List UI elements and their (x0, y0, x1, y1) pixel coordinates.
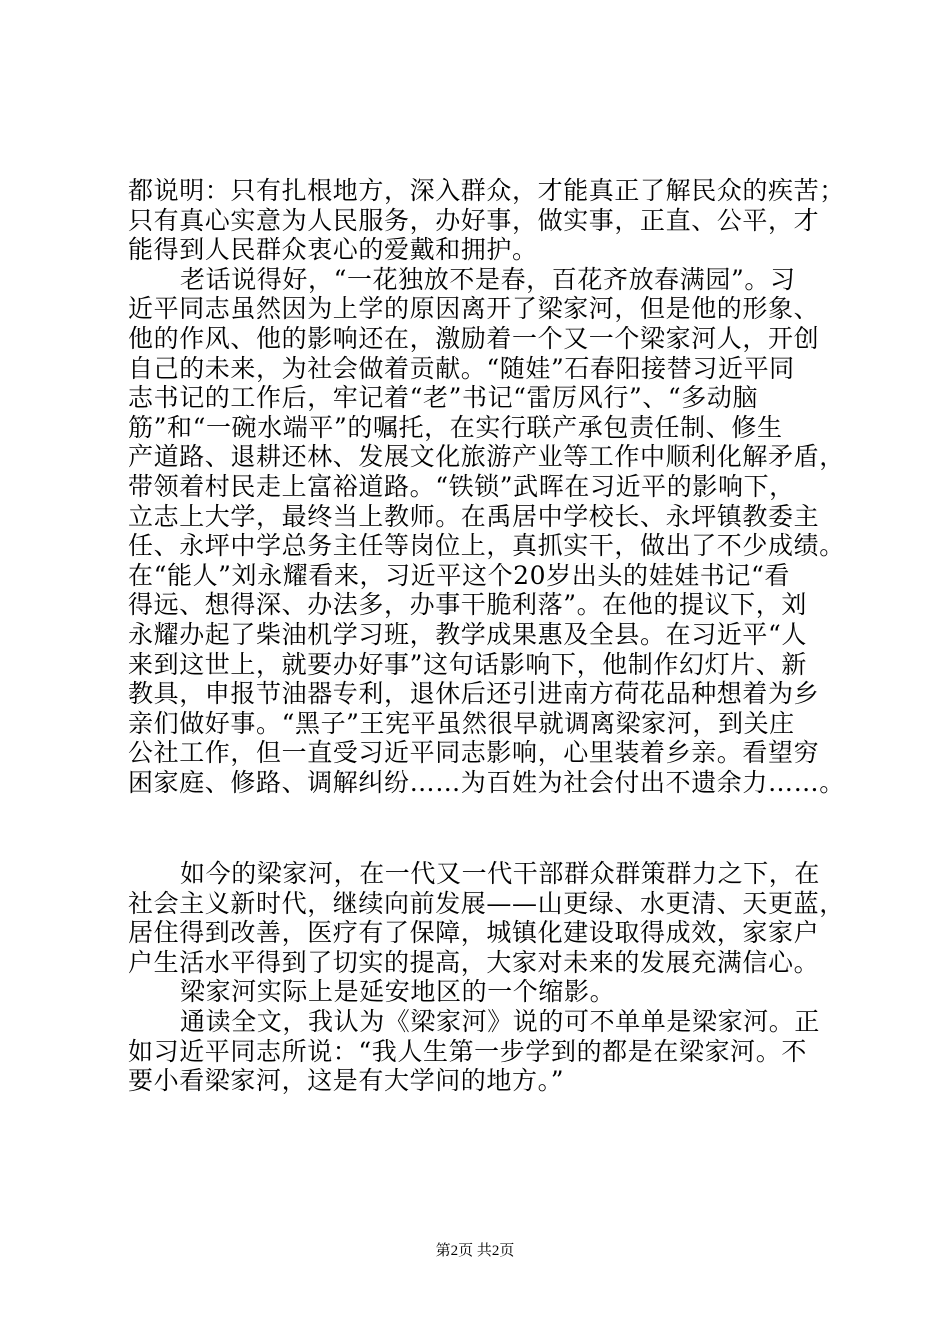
text-line: 只有真心实意为人民服务，办好事，做实事，正直、公平，才 (128, 205, 820, 235)
text-line: 志书记的工作后，牢记着“老”书记“雷厉风行”、“多动脑 (128, 383, 759, 413)
text-line: 带领着村民走上富裕道路。“铁锁”武晖在习近平的影响下， (128, 471, 795, 501)
text-line: 来到这世上，就要办好事”这句话影响下，他制作幻灯片、新 (128, 649, 807, 679)
text-line: 自己的未来，为社会做着贡献。“随娃”石春阳接替习近平同 (128, 353, 795, 383)
text-line: 在“能人”刘永耀看来，习近平这个20岁出头的娃娃书记“看 (128, 560, 790, 590)
text-line: 如习近平同志所说：“我人生第一步学到的都是在梁家河。不 (128, 1036, 807, 1066)
text-line: 近平同志虽然因为上学的原因离开了梁家河，但是他的形象、 (128, 294, 820, 324)
text-line: 永耀办起了柴油机学习班，教学成果惠及全县。在习近平“人 (128, 619, 807, 649)
text-line: 任、永坪中学总务主任等岗位上，真抓实干，做出了不少成绩。 (128, 531, 845, 561)
paragraph-start-line: 如今的梁家河，在一代又一代干部群众群策群力之下，在 (180, 859, 821, 888)
text-line: 都说明：只有扎根地方，深入群众，才能真正了解民众的疾苦； (128, 176, 845, 205)
text-line: 立志上大学，最终当上教师。在禹居中学校长、永坪镇教委主 (128, 501, 820, 531)
page-number-footer: 第2页 共2页 (435, 1243, 515, 1259)
paragraph-start-line: 梁家河实际上是延安地区的一个缩影。 (180, 977, 616, 1007)
text-line: 困家庭、修路、调解纠纷……为百姓为社会付出不遗余力……。 (128, 767, 845, 797)
text-line: 教具，申报节油器专利，退休后还引进南方荷花品种想着为乡 (128, 679, 820, 709)
text-line: 社会主义新时代，继续向前发展——山更绿、水更清、天更蓝， (128, 888, 845, 918)
text-line: 要小看梁家河，这是有大学问的地方。” (128, 1066, 565, 1096)
text-line: 他的作风、他的影响还在，激励着一个又一个梁家河人，开创 (128, 323, 820, 353)
text-line: 居住得到改善，医疗有了保障，城镇化建设取得成效，家家户 (128, 918, 820, 948)
text-line: 亲们做好事。“黑子”王宪平虽然很早就调离梁家河，到关庄 (128, 708, 795, 738)
body-text-section-1 (128, 176, 845, 797)
text-line: 产道路、退耕还林、发展文化旅游产业等工作中顺利化解矛盾， (128, 442, 845, 472)
body-text-section-2 (128, 859, 845, 1096)
paragraph-start-line: 老话说得好，“一花独放不是春，百花齐放春满园”。习 (180, 264, 796, 294)
paragraph-start-line: 通读全文，我认为《梁家河》说的可不单单是梁家河。正 (180, 1006, 821, 1036)
text-line: 公社工作，但一直受习近平同志影响，心里装着乡亲。看望穷 (128, 738, 820, 768)
text-line: 能得到人民群众衷心的爱戴和拥护。 (128, 235, 538, 265)
text-line: 户生活水平得到了切实的提高，大家对未来的发展充满信心。 (128, 947, 820, 977)
text-line: 得远、想得深、办法多，办事干脆利落”。在他的提议下，刘 (128, 590, 807, 620)
text-line: 筋”和“一碗水端平”的嘱托，在实行联产承包责任制、修生 (128, 412, 783, 442)
